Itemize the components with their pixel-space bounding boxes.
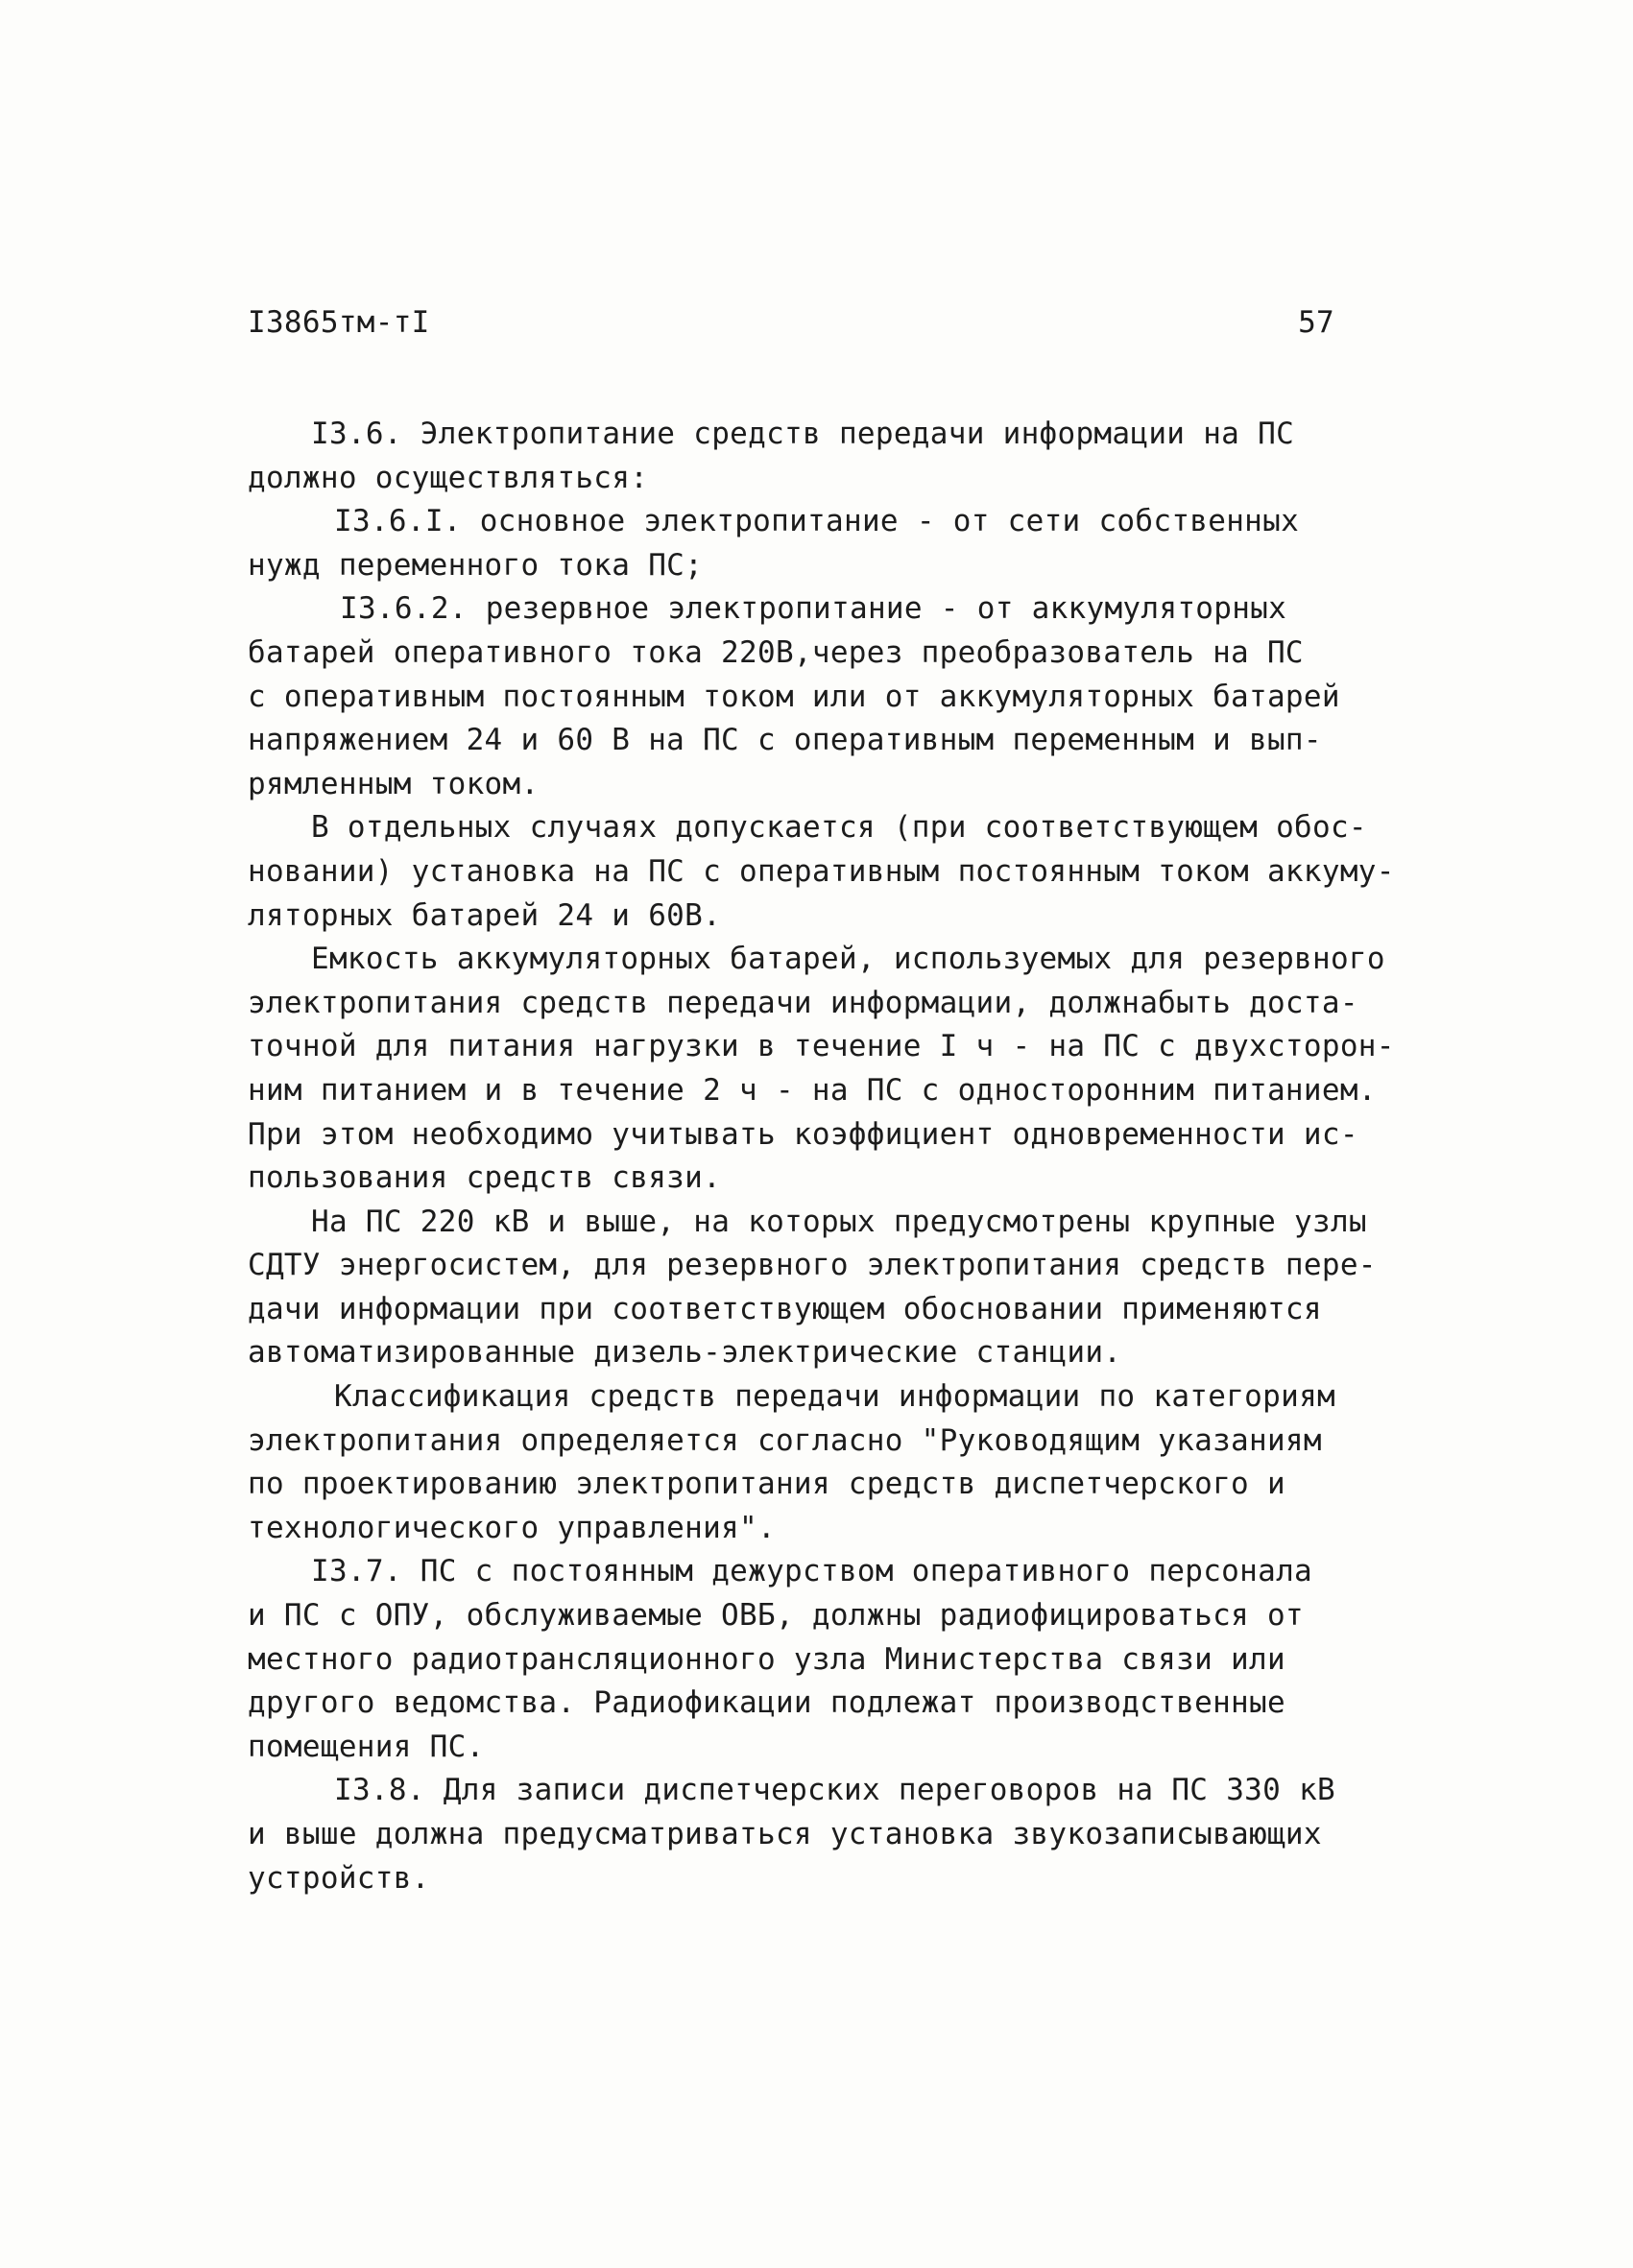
paragraph-13-6-2 <box>248 587 1409 806</box>
paragraph-13-6-1 <box>248 500 1409 587</box>
paragraph-capacity <box>248 938 1409 1201</box>
text-line: помещения ПС. <box>248 1729 485 1764</box>
text-line: I3.6. Электропитание средств передачи информации на ПС <box>311 417 1295 451</box>
text-line: ним питанием и в течение 2 ч - на ПС с односторонним питанием. <box>248 1072 1377 1108</box>
text-line: точной для питания нагрузки в течение I ч - на ПС с двухсторон- <box>248 1029 1395 1064</box>
text-line: СДТУ энергосистем, для резервного электропитания средств пере- <box>248 1248 1377 1283</box>
text-line: пользования средств связи. <box>248 1160 722 1196</box>
page-header <box>248 305 1334 347</box>
text-line: I3.6.I. основное электропитание - от сети собственных <box>334 504 1300 539</box>
text-line: технологического управления". <box>248 1510 776 1545</box>
text-line: должно осуществляться: <box>248 460 649 495</box>
text-line: I3.8. Для записи диспетчерских переговоров на ПС 330 кВ <box>334 1773 1335 1808</box>
text-line: по проектированию электропитания средств диспетчерского и <box>248 1467 1285 1502</box>
text-line: местного радиотрансляционного узла Министерства связи или <box>248 1641 1285 1677</box>
text-line: с оперативным постоянным током или от аккумуляторных батарей <box>248 679 1340 714</box>
paragraph-classification <box>248 1375 1409 1550</box>
text-line: автоматизированные дизель-электрические станции. <box>248 1335 1122 1371</box>
text-line: I3.7. ПС с постоянным дежурством оперативного персонала <box>311 1554 1312 1589</box>
text-line: I3.6.2. резервное электропитание - от аккумуляторных <box>340 591 1287 627</box>
paragraph-ps-220 <box>248 1201 1409 1375</box>
text-line: новании) установка на ПС с оперативным постоянным током аккуму- <box>248 853 1395 889</box>
text-line: Классификация средств передачи информации по категориям <box>334 1379 1335 1415</box>
text-line: электропитания средств передачи информации, должнабыть доста- <box>248 985 1358 1020</box>
text-line: и ПС с ОПУ, обслуживаемые ОВБ, должны радиофицироваться от <box>248 1598 1304 1634</box>
text-line: На ПС 220 кВ и выше, на которых предусмотрены крупные узлы <box>311 1204 1367 1239</box>
text-line: рямленным током. <box>248 766 540 801</box>
text-line: Емкость аккумуляторных батарей, используемых для резервного <box>311 942 1385 977</box>
paragraph-special-cases <box>248 806 1409 938</box>
text-line: дачи информации при соответствующем обосновании применяются <box>248 1291 1322 1326</box>
text-line: При этом необходимо учитывать коэффициент одновременности ис- <box>248 1116 1358 1152</box>
text-line: другого ведомства. Радиофикации подлежат производственные <box>248 1685 1285 1721</box>
text-line: батарей оперативного тока 220В,через преобразователь на ПС <box>248 634 1304 670</box>
text-line: напряжением 24 и 60 В на ПС с оперативным переменным и вып- <box>248 723 1322 758</box>
document-code: I3865тм-тI <box>248 305 430 340</box>
text-line: В отдельных случаях допускается (при соответствующем обос- <box>311 810 1367 846</box>
paragraph-13-8 <box>248 1769 1409 1900</box>
body-text <box>248 413 1409 1900</box>
text-line: электропитания определяется согласно "Руководящим указаниям <box>248 1422 1322 1458</box>
text-line: и выше должна предусматриваться установка звукозаписывающих <box>248 1817 1322 1851</box>
text-line: устройств. <box>248 1860 430 1896</box>
paragraph-13-6 <box>248 413 1409 500</box>
text-line: нужд переменного тока ПС; <box>248 547 704 583</box>
paragraph-13-7 <box>248 1550 1409 1769</box>
page-number: 57 <box>1298 305 1334 340</box>
text-line: ляторных батарей 24 и 60В. <box>248 897 722 933</box>
